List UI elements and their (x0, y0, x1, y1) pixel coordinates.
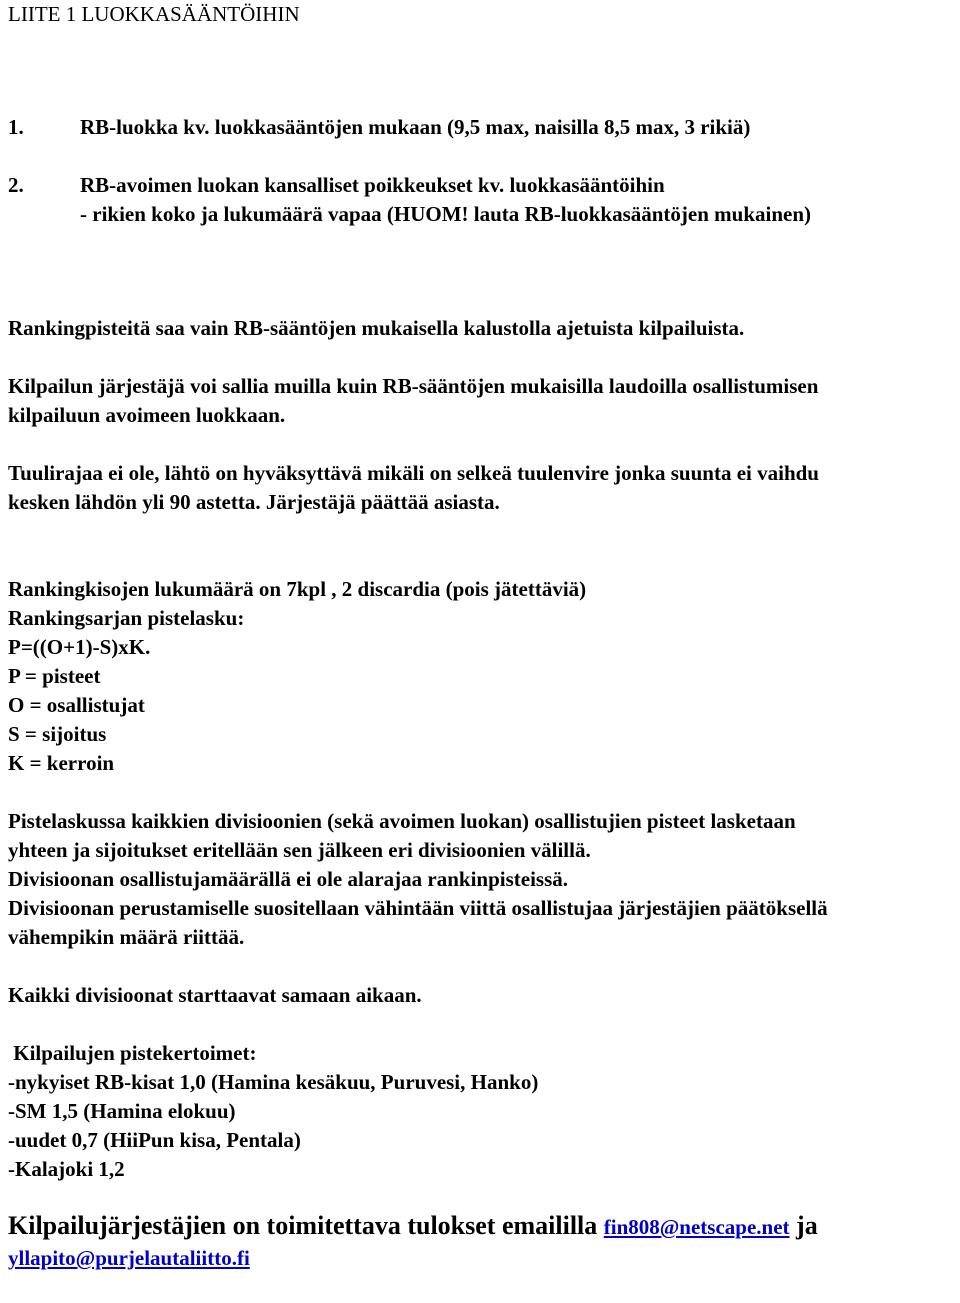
paragraph-points: Pistelaskussa kaikkien divisioonien (sekä avoimen luokan) osallistujien pisteet lasketaan (8, 809, 796, 833)
list-item (8, 171, 665, 200)
list-number: 2. (8, 173, 24, 197)
final-paragraph (8, 1210, 818, 1243)
page-title: LIITE 1 LUOKKASÄÄNTÖIHIN (8, 2, 300, 26)
paragraph-points: vähempikin määrä riittää. (8, 925, 245, 949)
formula-line: P = pisteet (8, 664, 101, 688)
paragraph-points: Divisioonan osallistujamäärällä ei ole alarajaa rankinpisteissä. (8, 867, 569, 891)
formula-line: P=((O+1)-S)xK. (8, 635, 151, 659)
list-item (8, 113, 750, 142)
final-conjunction: ja (789, 1211, 818, 1240)
final-paragraph-second-line (8, 1242, 250, 1274)
paragraph-organizer: Kilpailun järjestäjä voi sallia muilla kuin RB-sääntöjen mukaisilla laudoilla osallistumisen (8, 374, 819, 398)
paragraph-points: Divisioonan perustamiselle suositellaan vähintään viittä osallistujaa järjestäjien päätöksellä (8, 896, 828, 920)
formula-line: O = osallistujat (8, 693, 145, 717)
email-link-netscape[interactable]: fin808@netscape.net (603, 1215, 790, 1239)
list-number: 1. (8, 115, 24, 139)
paragraph-start: Kaikki divisioonat starttaavat samaan aikaan. (8, 983, 422, 1007)
coefficient-item: -uudet 0,7 (HiiPun kisa, Pentala) (8, 1128, 301, 1152)
list-text: RB-avoimen luokan kansalliset poikkeukset kv. luokkasääntöihin (80, 173, 665, 197)
formula-line: S = sijoitus (8, 722, 107, 746)
email-link-purjelautaliitto[interactable]: yllapito@purjelautaliitto.fi (8, 1246, 250, 1270)
coefficient-item: -nykyiset RB-kisat 1,0 (Hamina kesäkuu, Puruvesi, Hanko) (8, 1070, 539, 1094)
paragraph-organizer: kilpailuun avoimeen luokkaan. (8, 403, 286, 427)
paragraph-points: yhteen ja sijoitukset eritellään sen jälkeen eri divisioonien välillä. (8, 838, 591, 862)
list-subitem: - rikien koko ja lukumäärä vapaa (HUOM! lauta RB-luokkasääntöjen mukainen) (80, 202, 812, 226)
paragraph-ranking: Rankingpisteitä saa vain RB-sääntöjen mukaisella kalustolla ajetuista kilpailuista. (8, 316, 745, 340)
paragraph-wind: Tuulirajaa ei ole, lähtö on hyväksyttävä mikäli on selkeä tuulenvire jonka suunta ei vaihdu (8, 461, 819, 485)
formula-line: Rankingsarjan pistelasku: (8, 606, 245, 630)
coefficient-item: -SM 1,5 (Hamina elokuu) (8, 1099, 236, 1123)
coefficient-item: -Kalajoki 1,2 (8, 1157, 125, 1181)
list-text: RB-luokka kv. luokkasääntöjen mukaan (9,5 max, naisilla 8,5 max, 3 rikiä) (80, 115, 751, 139)
coefficient-heading: Kilpailujen pistekertoimet: (8, 1041, 257, 1065)
paragraph-count: Rankingkisojen lukumäärä on 7kpl , 2 discardia (pois jätettäviä) (8, 577, 587, 601)
paragraph-wind: kesken lähdön yli 90 astetta. Järjestäjä päättää asiasta. (8, 490, 500, 514)
formula-line: K = kerroin (8, 751, 115, 775)
final-text: Kilpailujärjestäjien on toimitettava tulokset emaililla (8, 1211, 604, 1240)
